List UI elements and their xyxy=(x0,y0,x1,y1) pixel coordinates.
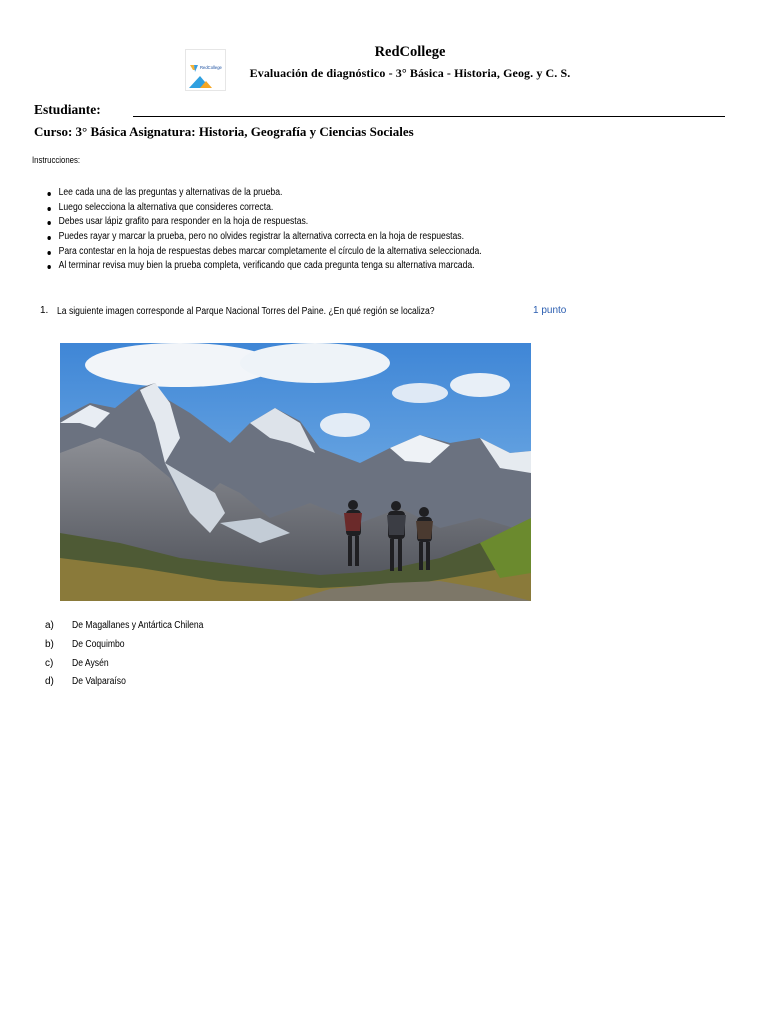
instruction-item: Lee cada una de las preguntas y alternativas de la prueba. xyxy=(44,186,482,201)
instructions-list xyxy=(44,186,482,274)
instruction-item: Debes usar lápiz grafito para responder en la hoja de respuestas. xyxy=(44,215,482,230)
exam-title: Evaluación de diagnóstico - 3° Básica - Historia, Geog. y C. S. xyxy=(249,66,571,80)
question-text: La siguiente imagen corresponde al Parque Nacional Torres del Paine. ¿En qué región se localiza? xyxy=(57,306,435,317)
student-label: Estudiante: xyxy=(34,102,101,117)
instruction-item: Luego selecciona la alternativa que consideres correcta. xyxy=(44,201,482,216)
torres-del-paine-photo xyxy=(60,343,531,601)
logo-wordmark: RedCollege xyxy=(200,65,222,70)
bullet-icon xyxy=(47,265,50,269)
bullet-icon xyxy=(47,251,50,255)
bullet-icon xyxy=(47,207,50,211)
question-number: 1. xyxy=(40,305,49,316)
course-info: Curso: 3° Básica Asignatura: Historia, Geografía y Ciencias Sociales xyxy=(34,124,414,139)
bullet-icon xyxy=(47,236,50,240)
instruction-item: Para contestar en la hoja de respuestas debes marcar completamente el círculo de la alternativa seleccionada. xyxy=(44,245,482,260)
instruction-item: Puedes rayar y marcar la prueba, pero no olvides registrar la alternativa correcta en la hoja de respuestas. xyxy=(44,230,482,245)
instruction-item: Al terminar revisa muy bien la prueba completa, verificando que cada pregunta tenga su alternativa marcada. xyxy=(44,259,482,274)
bullet-icon xyxy=(47,192,50,196)
bullet-icon xyxy=(47,221,50,225)
question-points: 1 punto xyxy=(533,305,567,316)
instructions-title: Instrucciones: xyxy=(32,155,81,166)
student-name-line[interactable] xyxy=(133,116,725,117)
school-name: RedCollege xyxy=(374,44,446,60)
